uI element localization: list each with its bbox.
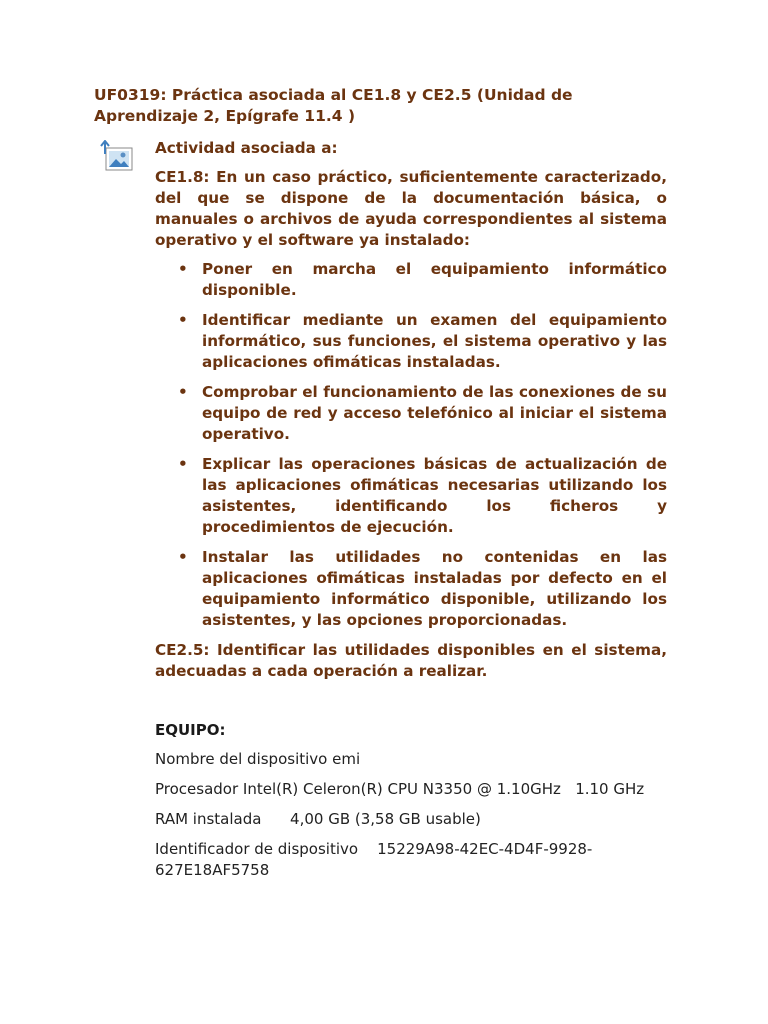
equipment-section <box>155 720 655 890</box>
list-item: • Explicar las operaciones básicas de actualización de las aplicaciones ofimáticas necesarias utilizando los asistentes, identificando los ficheros y procedimientos de ejecución. <box>178 455 667 536</box>
list-item: • Poner en marcha el equipamiento informático disponible. <box>178 260 667 299</box>
activity-section <box>155 138 667 690</box>
device-id: Identificador de dispositivo 15229A98-42EC-4D4F-9928-627E18AF5758 <box>155 840 593 879</box>
list-item-text: Instalar las utilidades no contenidas en las aplicaciones ofimáticas instaladas por defecto en el equipamiento informático disponible, utilizando los asistentes, y las opciones proporcionadas. <box>202 548 667 629</box>
ce18-paragraph: CE1.8: En un caso práctico, suficientemente caracterizado, del que se dispone de la documentación básica, o manuales o archivos de ayuda correspondientes al sistema operativo y el software ya instalado: <box>155 168 667 249</box>
list-item-text: Explicar las operaciones básicas de actualización de las aplicaciones ofimáticas necesarias utilizando los asistentes, identificando los ficheros y procedimientos de ejecución. <box>202 455 667 536</box>
document-title: UF0319: Práctica asociada al CE1.8 y CE2.5 (Unidad de Aprendizaje 2, Epígrafe 11.4 ) <box>94 86 573 125</box>
list-item-text: Poner en marcha el equipamiento informático disponible. <box>202 260 667 299</box>
image-upload-icon <box>100 140 134 172</box>
ram-info: RAM instalada 4,00 GB (3,58 GB usable) <box>155 810 481 828</box>
list-item-text: Comprobar el funcionamiento de las conexiones de su equipo de red y acceso telefónico al iniciar el sistema operativo. <box>202 383 667 443</box>
list-item-text: Identificar mediante un examen del equipamiento informático, sus funciones, el sistema operativo y las aplicaciones ofimáticas instaladas. <box>202 311 667 371</box>
list-item: • Comprobar el funcionamiento de las conexiones de su equipo de red y acceso telefónico al iniciar el sistema operativo. <box>178 383 667 443</box>
processor-info: Procesador Intel(R) Celeron(R) CPU N3350 @ 1.10GHz 1.10 GHz <box>155 780 645 798</box>
activity-label: Actividad asociada a: <box>155 139 338 157</box>
ce25-paragraph: CE2.5: Identificar las utilidades disponibles en el sistema, adecuadas a cada operación a realizar. <box>155 641 667 680</box>
equipment-heading: EQUIPO: <box>155 721 226 739</box>
list-item: • Identificar mediante un examen del equipamiento informático, sus funciones, el sistema operativo y las aplicaciones ofimáticas instaladas. <box>178 311 667 371</box>
task-list <box>155 259 667 631</box>
device-name: Nombre del dispositivo emi <box>155 750 361 768</box>
list-item: • Instalar las utilidades no contenidas en las aplicaciones ofimáticas instaladas por defecto en el equipamiento informático disponible, utilizando los asistentes, y las opciones proporcionadas. <box>178 548 667 629</box>
